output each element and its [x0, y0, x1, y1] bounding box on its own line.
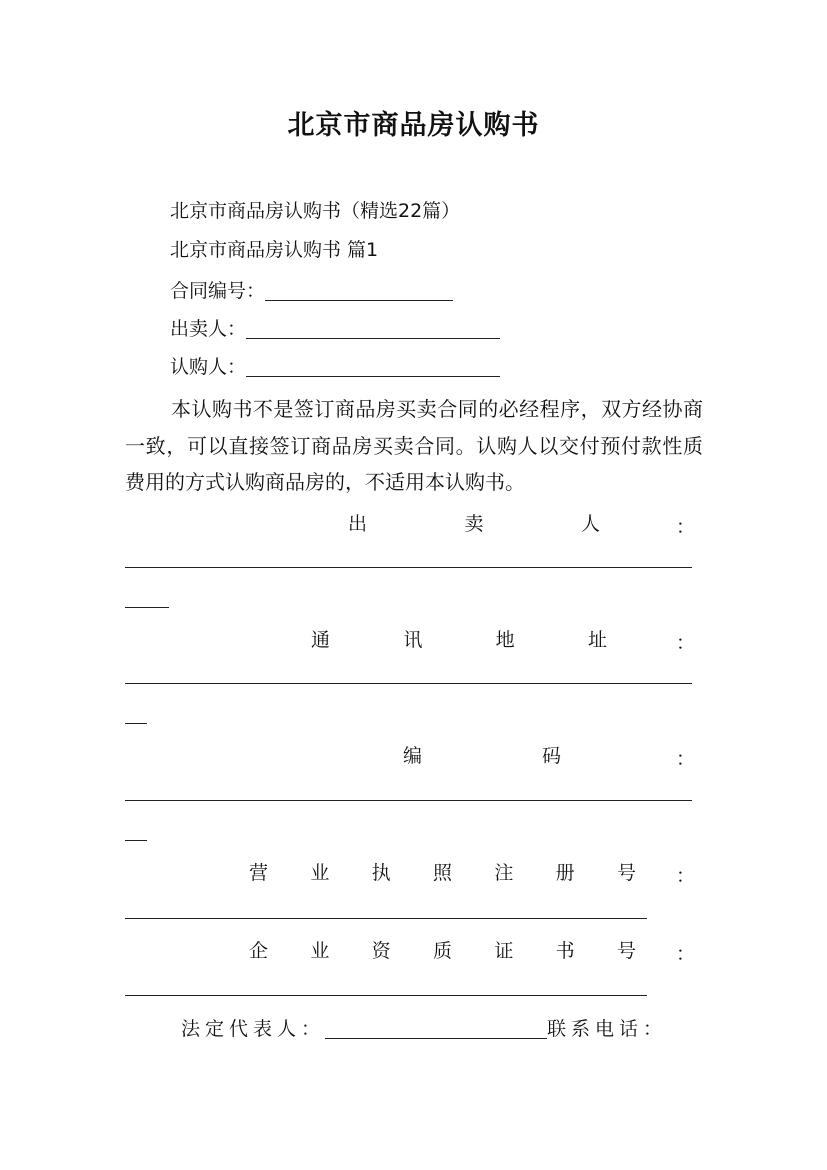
seller-field-colon: ： — [676, 516, 696, 538]
phone-label: 联系电话： — [547, 1018, 668, 1040]
legal-rep-row — [181, 1017, 667, 1041]
qualification-field-label: 企 业 资 质 证 书 号 — [249, 940, 636, 962]
address-field-line-end[interactable] — [125, 723, 147, 724]
seller-label: 出卖人： — [170, 318, 247, 340]
address-field-colon: ： — [676, 632, 696, 654]
legal-rep-blank[interactable] — [325, 1020, 547, 1039]
qualification-field-line[interactable] — [125, 995, 647, 996]
contract-number-row — [170, 279, 453, 303]
seller-field-line-end[interactable] — [125, 607, 169, 608]
qualification-field-colon: ： — [676, 943, 696, 965]
license-field-label: 营 业 执 照 注 册 号 — [249, 862, 636, 884]
postcode-field-label: 编 码 — [403, 745, 561, 767]
postcode-field-colon: ： — [676, 748, 696, 770]
buyer-row — [170, 355, 500, 379]
contract-number-blank[interactable] — [265, 282, 453, 301]
intro-paragraph: 本认购书不是签订商品房买卖合同的必经程序，双方经协商一致，可以直接签订商品房买卖合同。认购人以交付预付款性质费用的方式认购商品房的，不适用本认购书。 — [125, 397, 703, 494]
license-field-line[interactable] — [125, 918, 647, 919]
document-title: 北京市商品房认购书 — [287, 110, 540, 141]
address-field-label: 通 讯 地 址 — [311, 629, 607, 651]
seller-blank[interactable] — [246, 320, 500, 339]
address-field-line[interactable] — [125, 683, 692, 684]
contract-number-label: 合同编号： — [170, 280, 266, 302]
license-field-colon: ： — [676, 865, 696, 887]
seller-row — [170, 317, 500, 341]
document-subtitle: 北京市商品房认购书（精选22篇） — [170, 200, 461, 222]
section-heading: 北京市商品房认购书 篇1 — [170, 239, 379, 261]
seller-field-label: 出 卖 人 — [348, 513, 600, 535]
legal-rep-label: 法定代表人： — [181, 1018, 326, 1040]
buyer-label: 认购人： — [170, 356, 247, 378]
seller-field-line[interactable] — [125, 567, 692, 568]
postcode-field-line-end[interactable] — [125, 840, 147, 841]
postcode-field-line[interactable] — [125, 800, 692, 801]
buyer-blank[interactable] — [246, 358, 500, 377]
